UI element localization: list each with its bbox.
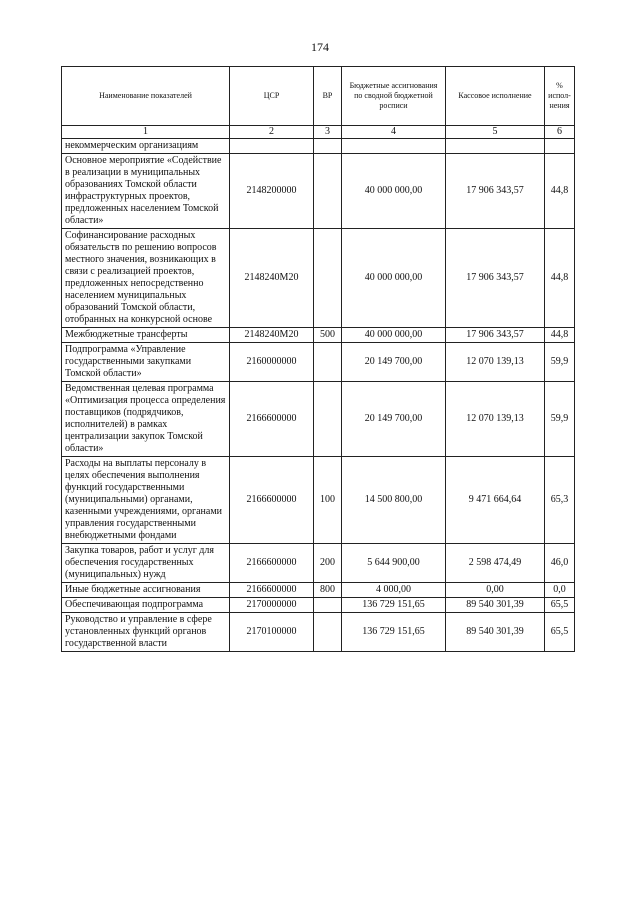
cell-csr: 2166600000: [230, 583, 314, 598]
cell-percent: 0,0: [545, 583, 575, 598]
column-number: 3: [314, 126, 342, 139]
cell-percent: 46,0: [545, 544, 575, 583]
table-row: [62, 598, 575, 613]
cell-percent: [545, 139, 575, 154]
cell-vr: [314, 598, 342, 613]
header-name: Наименование показателей: [62, 67, 230, 126]
cell-cash: 12 070 139,13: [446, 382, 545, 457]
header-cash: Кассовое исполнение: [446, 67, 545, 126]
cell-vr: [314, 382, 342, 457]
table-row: [62, 382, 575, 457]
cell-cash: 2 598 474,49: [446, 544, 545, 583]
table-row: [62, 229, 575, 328]
budget-execution-table: [61, 66, 575, 652]
cell-vr: 500: [314, 328, 342, 343]
table-row: [62, 154, 575, 229]
cell-budget: 40 000 000,00: [342, 328, 446, 343]
column-number: 1: [62, 126, 230, 139]
cell-csr: 2166600000: [230, 382, 314, 457]
cell-percent: 44,8: [545, 328, 575, 343]
cell-percent: 59,9: [545, 382, 575, 457]
table-row: [62, 613, 575, 652]
cell-name: Подпрограмма «Управление государственными закупками Томской области»: [62, 343, 230, 382]
cell-percent: 65,5: [545, 613, 575, 652]
cell-cash: 17 906 343,57: [446, 154, 545, 229]
cell-name: Расходы на выплаты персоналу в целях обеспечения выполнения функций государственными (муниципальными) органами, казенными учреждениями, органами управления государственными внебюджетными фондами: [62, 457, 230, 544]
cell-name: Софинансирование расходных обязательств по решению вопросов местного значения, возникающих в связи с реализацией проектов, предложенных непосредственно населением муниципальных образований Томской области, отобранных на конкурсной основе: [62, 229, 230, 328]
cell-cash: 89 540 301,39: [446, 613, 545, 652]
cell-budget: 20 149 700,00: [342, 343, 446, 382]
header-percent: % испол-нения: [545, 67, 575, 126]
cell-budget: 136 729 151,65: [342, 613, 446, 652]
cell-cash: 9 471 664,64: [446, 457, 545, 544]
table-row: [62, 139, 575, 154]
cell-name: Иные бюджетные ассигнования: [62, 583, 230, 598]
table-row: [62, 457, 575, 544]
cell-name: некоммерческим организациям: [62, 139, 230, 154]
cell-budget: 40 000 000,00: [342, 229, 446, 328]
cell-budget: 5 644 900,00: [342, 544, 446, 583]
cell-name: Закупка товаров, работ и услуг для обеспечения государственных (муниципальных) нужд: [62, 544, 230, 583]
cell-vr: 100: [314, 457, 342, 544]
cell-vr: [314, 613, 342, 652]
cell-budget: 40 000 000,00: [342, 154, 446, 229]
cell-csr: 2166600000: [230, 544, 314, 583]
cell-csr: 2166600000: [230, 457, 314, 544]
cell-cash: 12 070 139,13: [446, 343, 545, 382]
cell-csr: 2148200000: [230, 154, 314, 229]
column-number: 6: [545, 126, 575, 139]
header-csr: ЦСР: [230, 67, 314, 126]
cell-budget: [342, 139, 446, 154]
cell-cash: 0,00: [446, 583, 545, 598]
cell-csr: 2160000000: [230, 343, 314, 382]
cell-name: Ведомственная целевая программа «Оптимизация процесса определения поставщиков (подрядчиков, исполнителей) в рамках централизации закупок Томской области»: [62, 382, 230, 457]
header-row: [62, 67, 575, 126]
cell-percent: 65,3: [545, 457, 575, 544]
column-numbers-row: [62, 126, 575, 139]
table-row: [62, 544, 575, 583]
cell-cash: 89 540 301,39: [446, 598, 545, 613]
cell-csr: 2170100000: [230, 613, 314, 652]
cell-cash: 17 906 343,57: [446, 328, 545, 343]
cell-csr: [230, 139, 314, 154]
cell-vr: [314, 154, 342, 229]
cell-vr: [314, 139, 342, 154]
cell-budget: 14 500 800,00: [342, 457, 446, 544]
cell-vr: 200: [314, 544, 342, 583]
cell-vr: 800: [314, 583, 342, 598]
cell-percent: 59,9: [545, 343, 575, 382]
cell-budget: 136 729 151,65: [342, 598, 446, 613]
table-row: [62, 583, 575, 598]
cell-name: Основное мероприятие «Содействие в реализации в муниципальных образованиях Томской области инфраструктурных проектов, предложенных населением Томской области»: [62, 154, 230, 229]
cell-cash: 17 906 343,57: [446, 229, 545, 328]
column-number: 4: [342, 126, 446, 139]
cell-percent: 44,8: [545, 229, 575, 328]
column-number: 2: [230, 126, 314, 139]
cell-vr: [314, 343, 342, 382]
table-row: [62, 343, 575, 382]
cell-budget: 4 000,00: [342, 583, 446, 598]
cell-csr: 2148240М20: [230, 229, 314, 328]
cell-csr: 2170000000: [230, 598, 314, 613]
cell-csr: 2148240М20: [230, 328, 314, 343]
cell-name: Обеспечивающая подпрограмма: [62, 598, 230, 613]
cell-name: Руководство и управление в сфере установленных функций органов государственной власти: [62, 613, 230, 652]
cell-percent: 65,5: [545, 598, 575, 613]
header-budget: Бюджетные ассигнования по сводной бюджетной росписи: [342, 67, 446, 126]
cell-budget: 20 149 700,00: [342, 382, 446, 457]
cell-name: Межбюджетные трансферты: [62, 328, 230, 343]
column-number: 5: [446, 126, 545, 139]
header-vr: ВР: [314, 67, 342, 126]
cell-vr: [314, 229, 342, 328]
cell-cash: [446, 139, 545, 154]
cell-percent: 44,8: [545, 154, 575, 229]
table-row: [62, 328, 575, 343]
page-number: 174: [311, 40, 329, 54]
